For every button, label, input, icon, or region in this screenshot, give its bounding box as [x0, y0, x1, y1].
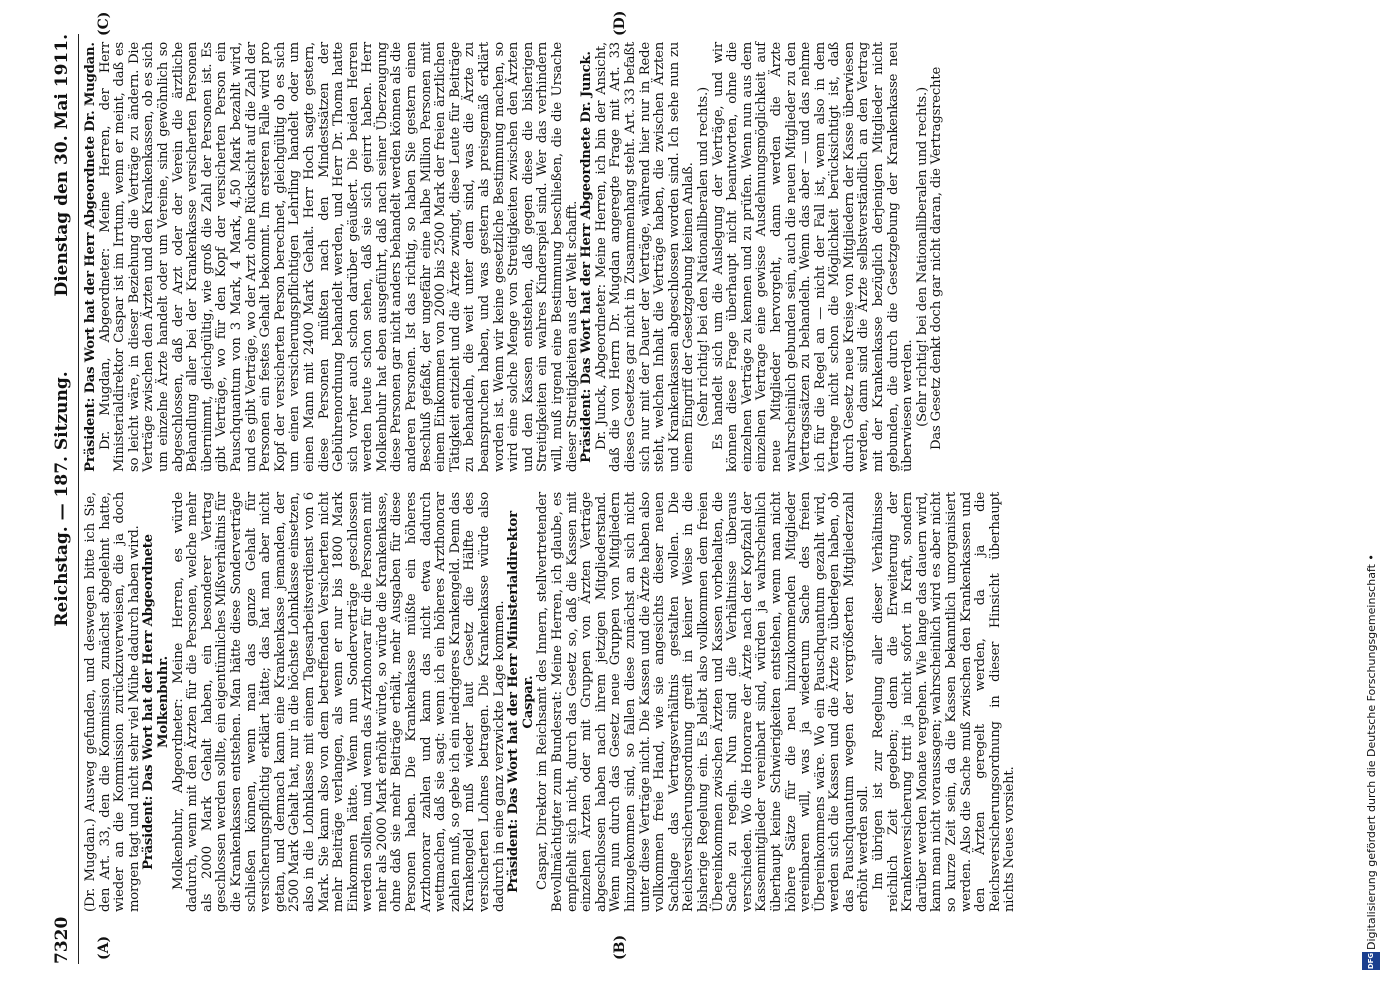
paragraph: Es handelt sich um die Auslegung der Verträge, und wir können diese Frage überhaupt nicht beantworten, ohne die einzelnen Verträge zu kennen und zu prüfen. Wenn nun aus dem einzelnen Vertrage eine gewisse Ausdehnungsmöglichkeit auf neue Mitglieder hervorgeht, dann werden die Ärzte wahrscheinlich gebunden sein, auch die neuen Mitglieder zu den Vertragssätzen zu behandeln. Wenn das aber — und das nehme ich für die Regel an — nicht der Fall ist, wenn also in dem Vertrage nicht schon die Möglichkeit berücksichtigt ist, daß durch Gesetz neue Kreise von Mitgliedern der Kasse überwiesen werden, dann sind die Ärzte selbstverständlich an den Vertrag mit der Krankenkasse bezüglich derjenigen Mitglieder nicht gebunden, die durch die Gesetzgebung der Krankenkasse neu überwiesen werden.: [710, 42, 916, 472]
page-header: [52, 34, 76, 964]
paragraph: Molkenbuhr, Abgeordneter: Meine Herren, es würde dadurch, wenn mit den Ärzten für die Personen, welche mehr als 2000 Mark Gehalt haben, ein besonderer Vertrag geschlossen werden sollte, ein eigentümliches Mißverhältnis für die Krankenkassen entstehen. Man hätte diese Sonderverträge schließen können, wenn man das ganze Gehalt für versicherungspflichtig erklärt hätte; das hat man aber nicht getan, und demnach kann eine Krankenkasse jemanden, der 2500 Mark Gehalt hat, nur in die höchste Lohnklasse einsetzen, also in die Lohnklasse mit einem Tagesarbeitsverdienst von 6 Mark. Sie kann also von dem betreffenden Versicherten nicht mehr Beiträge verlangen, als wenn er nur bis 1800 Mark Einkommen hätte. Wenn nun Sonderverträge geschlossen werden sollten, und wenn das Arzthonorar für die Personen mit mehr als 2000 Mark erhöht würde, so würde die Krankenkasse, ohne daß sie mehr Beiträge erhält, mehr Ausgaben für diese Personen haben. Die Krankenkasse müßte ein höheres Arzthonorar zahlen und kann das nicht etwa dadurch wettmachen, daß sie sagt: wenn ich ein höheres Arzthonorar zahlen muß, so gebe ich ein niedrigeres Krankengeld. Denn das Krankengeld muß wieder laut Gesetz die Hälfte des versicherten Lohnes betragen. Die Krankenkasse würde also dadurch in eine ganz verzwickte Lage kommen.: [170, 492, 507, 912]
paragraph: Im übrigen ist zur Regelung aller dieser Verhältnisse reichlich Zeit gegeben; denn die Erweiterung der Krankenversicherung tritt ja nicht sofort in Kraft, sondern darüber werden Monate vergehen. Wie lange das dauern wird, kann man nicht voraussagen; wahrscheinlich wird es aber nicht so kurze Zeit sein, da die Kassen bekanntlich umorganisiert werden. Also die Sache muß zwischen den Krankenkassen und den Ärzten geregelt werden, da ja die Reichsversicherungsordnung in dieser Hinsicht überhaupt nichts Neues vorsieht.: [871, 492, 1018, 912]
left-column: [84, 492, 1018, 912]
speaker-announcement: Präsident: Das Wort hat der Herr Abgeordnete Dr. Junck.: [579, 51, 595, 463]
digitization-notice: Digitalisierung gefördert durch die Deutsche Forschungsgemeinschaft •: [1365, 554, 1378, 950]
session-date: Dienstag den 30. Mai 1911.: [52, 34, 72, 297]
interjection: (Sehr richtig! bei den Nationalliberalen und rechts.): [914, 87, 930, 427]
margin-letter-c: (C): [96, 11, 112, 36]
dfg-logo: DFG: [1362, 952, 1380, 970]
paragraph: (Dr. Mugdan.) Ausweg gefunden, und deswegen bitte ich Sie, den Art. 33, den die Kommission zunächst abgelehnt hatte, wieder an die Kommission zurückzuverweisen, die ja doch morgen tagt und nicht sehr viel Mühe dadurch haben wird.: [83, 492, 142, 912]
session-title: Reichstag. — 187. Sitzung.: [52, 371, 72, 627]
paragraph: Dr. Junck, Abgeordneter: Meine Herren, ich bin der Ansicht, daß die von Herrn Dr. Mugdan angeregte Frage mit Art. 33 dieses Gesetzes gar nicht in Zusammenhang steht. Art. 33 befaßt sich nur mit der Dauer der Verträge, während hier nur in Rede steht, welchen Inhalt die Verträge haben, die zwischen Ärzten und Krankenkassen abgeschlossen worden sind. Ich sehe nun zu einem Eingriff der Gesetzgebung keinen Anlaß.: [593, 42, 697, 472]
paragraph: Caspar, Direktor im Reichsamt des Innern, stellvertretender Bevollmächtigter zum Bundesrat: Meine Herren, ich glaube, es empfiehlt sich nicht, durch das Gesetz so, daß die Kassen mit einzelnen Ärzten oder mit Gruppen von Ärzten Verträge abgeschlossen haben nach ihrem jetzigen Mitgliederstand. Wenn nun durch das Gesetz neue Gruppen von Mitgliedern hinzugekommen sind, so fallen diese zunächst an sich nicht unter diese Verträge nicht. Die Kassen und die Ärzte haben also vollkommen freie Hand, wie sie angesichts dieser neuen Sachlage das Vertragsverhältnis gestalten wollen. Die Reichsversicherungsordnung greift in keiner Weise in die bisherige Regelung ein. Es bleibt also vollkommen dem freien Übereinkommen zwischen Ärzten und Kassen vorbehalten, die Sache zu regeln. Nun sind die Verhältnisse überaus verschieden. Wo die Honorare der Ärzte nach der Kopfzahl der Kassenmitglieder vereinbart sind, würden ja wahrscheinlich überhaupt keine Schwierigkeiten entstehen, wenn man nicht höhere Sätze für die neu hinzukommenden Mitglieder vereinbaren will, was ja wiederum Sache des freien Übereinkommens wäre. Wo ein Pauschquantum gezahlt wird, werden sich die Kassen und die Ärzte zu überlegen haben, ob das Pauschquantum wegen der vergrößerten Mitgliederzahl erhöht werden soll.: [535, 492, 872, 912]
interjection: (Sehr richtig! bei den Nationalliberalen und rechts.): [695, 87, 711, 427]
margin-letter-a: (A): [96, 935, 112, 960]
margin-letter-b: (B): [612, 934, 628, 960]
right-column: [84, 42, 945, 472]
paragraph: Dr. Mugdan, Abgeordneter: Meine Herren, der Herr Ministerialdirektor Caspar ist im Irrtum, wenn er meint, daß es so leicht wäre, in dieser Beziehung die Verträge zu ändern. Die Verträge zwischen den Ärzten und den Krankenkassen, ob es sich um einzelne Ärzte handelt oder um Vereine, sind gewöhnlich so abgeschlossen, daß der Arzt oder der Verein die ärztliche Behandlung aller bei der Krankenkasse versicherten Personen übernimmt, gleichgültig, wie groß die Zahl der Personen ist. Es gibt Verträge, wo für den Kopf der versicherten Person ein Pauschquantum von 3 Mark, 4 Mark, 4,50 Mark bezahlt wird, und es gibt Verträge, wo der Arzt ohne Rücksicht auf die Zahl der Personen ein festes Gehalt bekommt. Im ersteren Falle wird pro Kopf der versicherten Person berechnet, gleichgültig ob es sich um einen versicherungspflichtigen Lehrling handelt oder um einen Mann mit 2400 Mark Gehalt. Herr Hoch sagte gestern, diese Personen müßten nach den Mindestsätzen der Gebührenordnung behandelt werden, und Herr Dr. Thoma hatte sich vorher auch schon darüber geäußert. Die beiden Herren werden heute schon sehen, daß sie sich geirrt haben. Herr Molkenbuhr hat eben ausgeführt, daß nach seiner Überzeugung diese Personen gar nicht anders behandelt werden können als die anderen Personen. Ist das richtig, so haben Sie gestern einen Beschluß gefaßt, der ungefähr eine halbe Million Personen mit einem Einkommen von 2000 bis 2500 Mark der freien ärztlichen Tätigkeit entzieht und die Ärzte zwingt, diese Leute für Beiträge zu behandeln, die weit unter dem sind, was die Ärzte zu beanspruchen haben, und was gestern als preisgemäß erklärt worden ist. Wenn wir keine gesetzliche Bestimmung machen, so wird eine solche Menge von Streitigkeiten zwischen den Ärzten und den Kassen entstehen, daß gegen diese die bisherigen Streitigkeiten ein wahres Kinderspiel sind. Wer das verhindern will, muß irgend eine Bestimmung beschließen, die die Ursache dieser Streitigkeiten aus der Welt schafft.: [97, 42, 580, 472]
speaker-announcement: Präsident: Das Wort hat der Herr Ministerialdirektor Caspar.: [506, 511, 536, 893]
page-number: 7320: [52, 916, 72, 964]
speaker-announcement: Präsident: Das Wort hat der Herr Abgeordnete Dr. Mugdan.: [83, 42, 98, 472]
speaker-announcement: Präsident: Das Wort hat der Herr Abgeordnete Molkenbuhr.: [141, 534, 171, 870]
header-rule: [78, 34, 79, 964]
paragraph: Das Gesetz denkt doch gar nicht daran, die Vertragsrechte: [929, 66, 945, 450]
margin-letter-d: (D): [612, 10, 628, 36]
